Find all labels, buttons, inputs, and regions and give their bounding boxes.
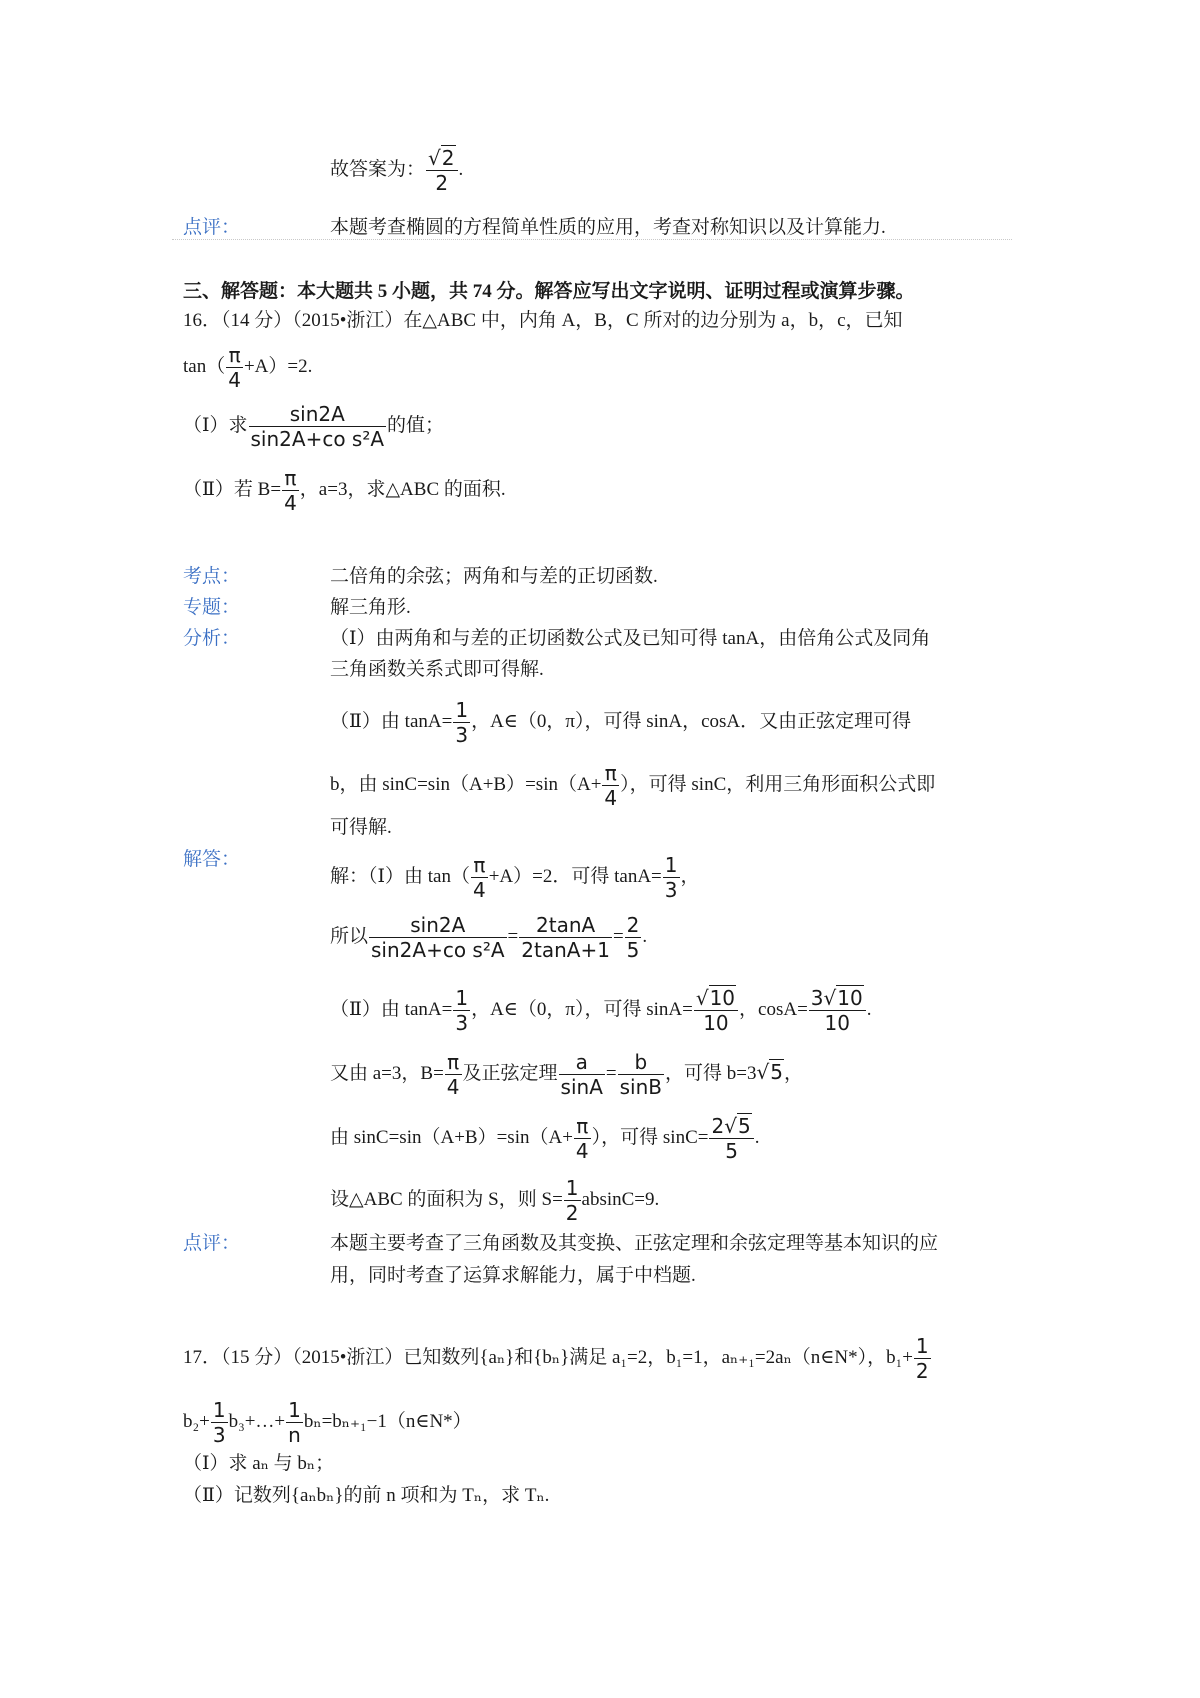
q17-line1: 17．（15 分）（2015•浙江）已知数列{aₙ}和{bₙ}满足 a₁=2，b₁=1，aₙ₊₁=2aₙ（n∈N*），b₁+ $\frac{1}{2}$ [183,1334,929,1383]
fenxi-l1: （Ⅰ）由两角和与差的正切函数公式及已知可得 tanA，由倍角公式及同角 [330,628,931,649]
comment-text: 本题考查椭圆的方程简单性质的应用，考查对称知识以及计算能力. [330,217,886,238]
kaodian-text: 二倍角的余弦；两角和与差的正切函数. [330,566,658,587]
jieda-l6: 设△ABC 的面积为 S，则 S= $\frac{1}{2}$ absinC=9. [330,1176,660,1225]
fenxi-l5: 可得解. [330,817,392,838]
fenxi-l4: b，由 sinC=sin（A+B）=sin（A+ $\frac{\pi}{4}$ ），可得 sinC，利用三角形面积公式即 [330,761,936,810]
pingping-l2: 用，同时考查了运算求解能力，属于中档题. [330,1265,696,1286]
q17-part1: （Ⅰ）求 aₙ 与 bₙ； [183,1453,335,1474]
divider [172,239,1012,240]
section-heading: 三、解答题：本大题共 5 小题，共 74 分。解答应写出文字说明、证明过程或演算步骤。 [183,281,915,302]
answer-fraction: $\frac{√2}{2}$ [426,148,457,193]
jieda-l2: 所以 $\frac{\sin 2A}{\text{sin2A+co s²A}}$ = $\frac{2\tan A}{2\tan A+1}$ = $\frac{2}{5}$ . [330,913,648,962]
label-pingping: 点评： [183,1233,241,1254]
q16-part2: （Ⅱ）若 B= $\frac{\pi}{4}$ ，a=3，求△ABC 的面积. [183,466,506,515]
comment-label: 点评： [183,217,241,238]
q17-part2: （Ⅱ）记数列{aₙbₙ}的前 n 项和为 Tₙ，求 Tₙ. [183,1485,550,1506]
answer-prefix: 故答案为： [330,158,426,180]
label-jieda: 解答： [183,849,241,870]
q17-line2: b₂+ $\frac{1}{3}$ b₃+…+ $\frac{1}{n}$ bₙ=bₙ₊₁−1（n∈N*） [183,1398,472,1447]
q16-part1: （Ⅰ）求 $\frac{\sin 2A}{\text{sin2A+co s²A}}$ 的值； [183,402,445,451]
label-kaodian: 考点： [183,566,241,587]
label-fenxi: 分析： [183,628,241,649]
fenxi-l2: 三角函数关系式即可得解. [330,659,544,680]
q16-line1: 16．（14 分）（2015•浙江）在△ABC 中，内角 A，B，C 所对的边分别为 a，b，c，已知 [183,310,903,331]
jieda-l4: 又由 a=3，B= $\frac{\pi}{4}$ 及正弦定理 $\frac{a}{\sin A}$ = $\frac{b}{\sin B}$ ，可得 b=3√5， [330,1050,803,1099]
jieda-l3: （Ⅱ）由 tanA= $\frac{1}{3}$ ，A∈（0，π），可得 sinA= $\frac{√10}{10}$ ，cosA= $\frac{3√10}{10}$ . [330,986,872,1035]
q16-line2: tan（ $\frac{\pi}{4}$ +A）=2. [183,343,313,392]
fenxi-l3: （Ⅱ）由 tanA= $\frac{1}{3}$ ，A∈（0，π），可得 sinA，cosA．又由正弦定理可得 [330,698,912,747]
jieda-l1: 解：（Ⅰ）由 tan（ $\frac{\pi}{4}$ +A）=2．可得 tanA= $\frac{1}{3}$ ， [330,853,700,902]
answer-line: 故答案为： $\frac{√2}{2}$ . [330,146,464,195]
jieda-l5: 由 sinC=sin（A+B）=sin（A+ $\frac{\pi}{4}$ ），可得 sinC= $\frac{2√5}{5}$ . [330,1114,760,1163]
label-zhuanti: 专题： [183,597,241,618]
pingping-l1: 本题主要考查了三角函数及其变换、正弦定理和余弦定理等基本知识的应 [330,1233,939,1254]
zhuanti-text: 解三角形. [330,597,411,618]
